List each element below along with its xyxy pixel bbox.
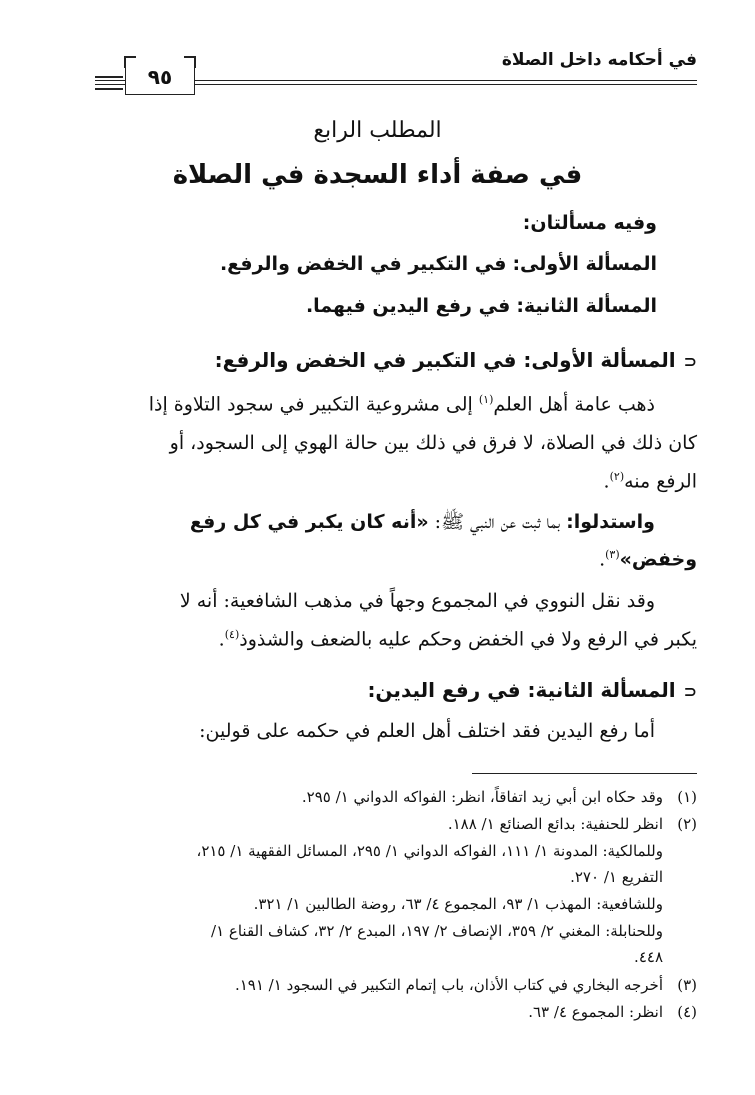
- bullet-icon: ⊂: [683, 352, 697, 371]
- question-1-heading-text: المسألة الأولى: في التكبير في الخفض والرفع:: [214, 348, 676, 372]
- q1-para3-line1: وقد نقل النووي في المجموع وجهاً في مذهب الشافعية: أنه لا: [179, 590, 655, 612]
- intro-q2-text: في رفع اليدين فيهما.: [305, 295, 511, 317]
- q1-para1-line3: الرفع منه$^{(٢)}$.: [603, 470, 697, 493]
- footnote-4: (٤)انظر: المجموع ٤/ ٦٣.: [528, 1003, 697, 1021]
- question-1-heading: [60, 348, 697, 372]
- q1-para2-line1: واستدلوا: بما ثبت عن النبي ﷺ: «أنه كان يكبر في كل رفع: [189, 511, 655, 533]
- q1-para3-line2: يكبر في الرفع ولا في الخفض وحكم عليه بالضعف والشذوذ$^{(٤)}$.: [218, 628, 697, 651]
- bullet-icon: ⊂: [683, 682, 697, 701]
- hadith-quote: «أنه كان يكبر في كل رفع: [189, 511, 429, 533]
- intro-lead: وفيه مسألتان:: [522, 212, 657, 234]
- running-title: في أحكامه داخل الصلاة: [501, 50, 697, 70]
- footnote-ref-3[interactable]: (٣): [605, 548, 620, 561]
- footnote-1: (١)وقد حكاه ابن أبي زيد اتفاقاً، انظر: الفواكه الدواني ١/ ٢٩٥.: [301, 788, 697, 806]
- footnote-ref-1[interactable]: (١): [478, 393, 494, 406]
- section-label: المطلب الرابع: [313, 118, 442, 143]
- q1-para1-line2: كان ذلك في الصلاة، لا فرق في ذلك بين حالة الهوي إلى السجود، أو: [169, 432, 697, 454]
- footnote-2-maliki: وللمالكية: المدونة ١/ ١١١، الفواكه الدواني ١/ ٢٩٥، المسائل الفقهية ١/ ٢١٥،: [196, 842, 663, 860]
- footnote-3: (٣)أخرجه البخاري في كتاب الأذان، باب إتمام التكبير في السجود ١/ ١٩١.: [234, 976, 697, 994]
- header-ornament: [95, 76, 123, 90]
- page-number: ٩٥: [125, 60, 195, 95]
- q1-para2-line2: وخفض»$^{(٣)}$.: [599, 548, 697, 571]
- footnote-2-hanbali: وللحنابلة: المغني ٢/ ٣٥٩، الإنصاف ٢/ ١٩٧، المبدع ٢/ ٣٢، كشاف القناع ١/: [211, 922, 663, 940]
- footnote-2: (٢)انظر للحنفية: بدائع الصنائع ١/ ١٨٨.: [447, 815, 697, 833]
- q2-para1: أما رفع اليدين فقد اختلف أهل العلم في حكمه على قولين:: [199, 720, 655, 742]
- question-2-heading: [60, 678, 697, 702]
- footnote-2-hanbali-cont: ٤٤٨.: [634, 948, 663, 966]
- footnote-2-maliki-cont: التفريع ١/ ٢٧٠.: [570, 868, 663, 886]
- intro-question-1: [60, 253, 657, 275]
- footnote-rule: [472, 773, 697, 774]
- evidence-label: واستدلوا:: [566, 511, 655, 533]
- question-2-heading-text: المسألة الثانية: في رفع اليدين:: [367, 678, 676, 702]
- footnote-2-shafii: وللشافعية: المهذب ١/ ٩٣، المجموع ٤/ ٦٣، روضة الطالبين ١/ ٣٢١.: [253, 895, 663, 913]
- q1-para1-line1: ذهب عامة أهل العلم$^{(١)}$ إلى مشروعية التكبير في سجود التلاوة إذا: [148, 393, 655, 416]
- intro-q1-label: المسألة الأولى:: [512, 253, 657, 275]
- section-title: في صفة أداء السجدة في الصلاة: [172, 160, 583, 190]
- intro-q1-text: في التكبير في الخفض والرفع.: [219, 253, 507, 275]
- footnote-ref-2[interactable]: (٢): [609, 470, 625, 483]
- footnote-ref-4[interactable]: (٤): [224, 628, 240, 641]
- intro-question-2: [60, 295, 657, 317]
- intro-q2-label: المسألة الثانية:: [516, 295, 657, 317]
